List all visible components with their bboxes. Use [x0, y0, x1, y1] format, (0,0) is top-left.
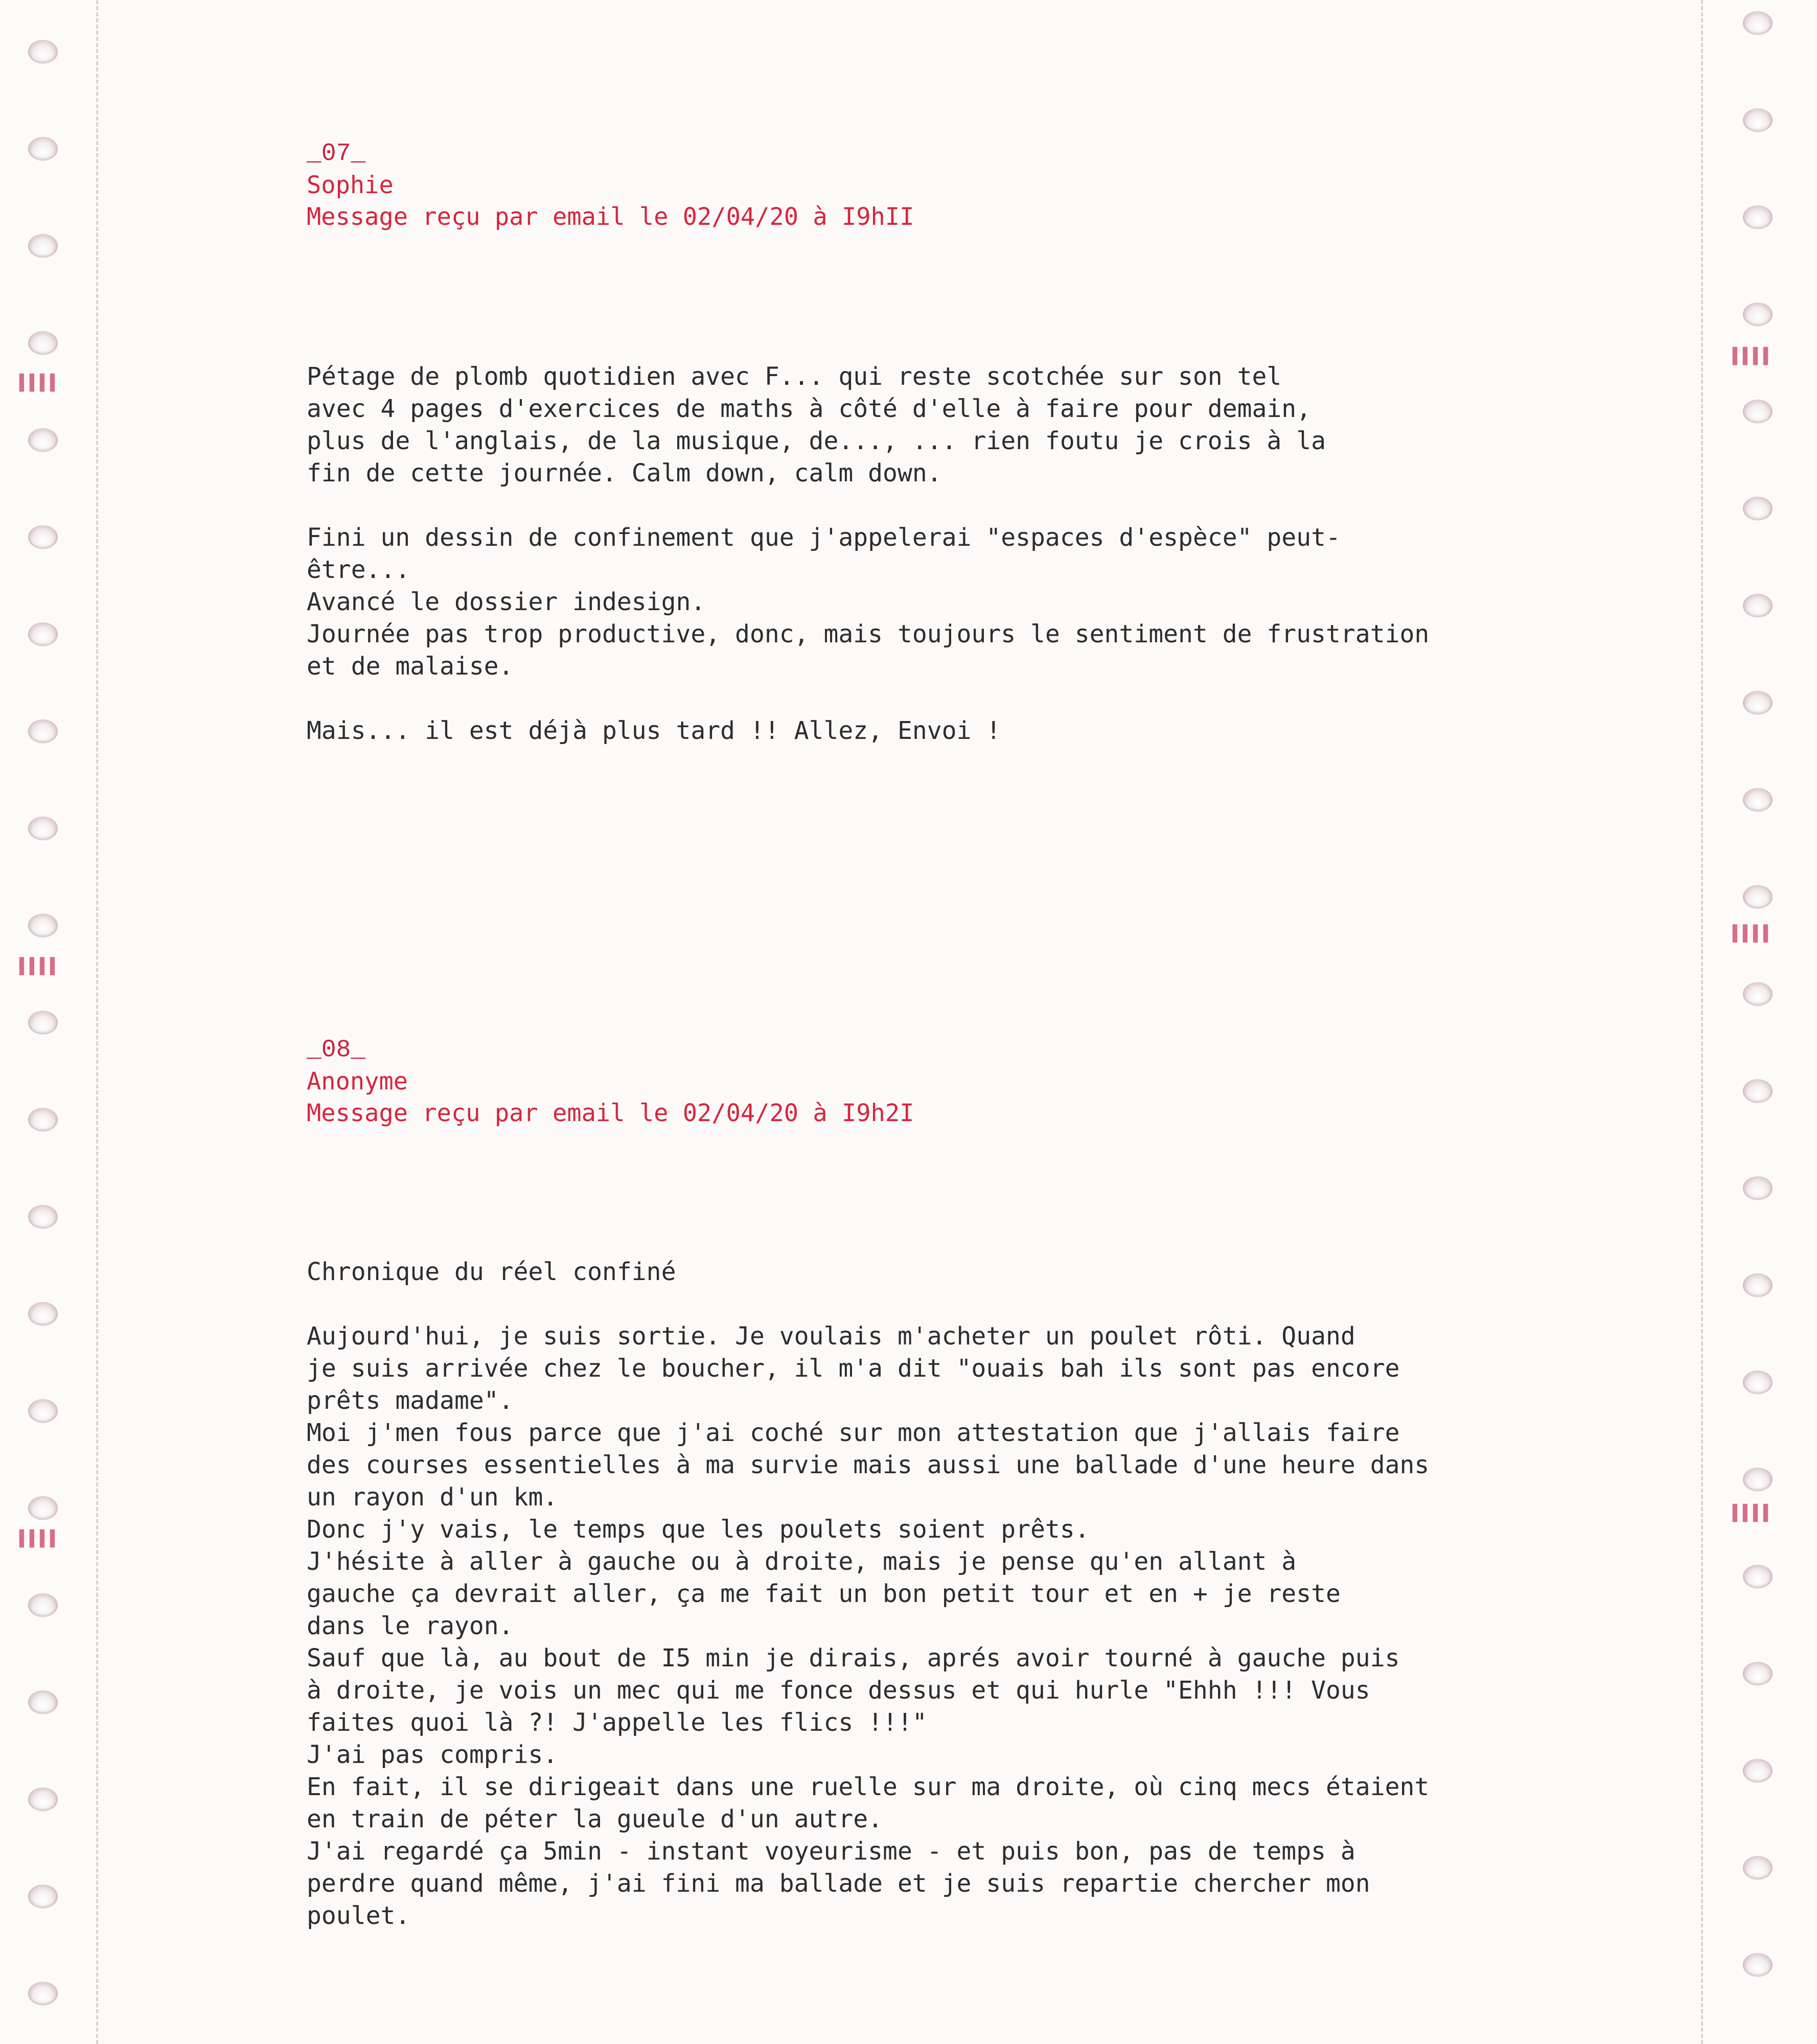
- sprocket-hole-icon: [28, 1302, 58, 1326]
- entry-author: Sophie: [307, 171, 394, 199]
- sprocket-hole-icon: [1743, 691, 1773, 714]
- perforation-mark-icon: ▌▌▌▌: [1733, 1504, 1774, 1522]
- sprocket-hole-icon: [1743, 1565, 1773, 1588]
- text-line: Mais... il est déjà plus tard !! Allez, Envoi !: [307, 716, 1001, 745]
- text-line: en train de péter la gueule d'un autre.: [307, 1805, 883, 1833]
- message-entry: [307, 1034, 1544, 1129]
- sprocket-hole-icon: [28, 1593, 58, 1617]
- text-line: prêts madame".: [307, 1386, 514, 1415]
- sprocket-hole-icon: [1743, 1953, 1773, 1977]
- text-line: et de malaise.: [307, 652, 514, 681]
- paragraph-gap: [307, 683, 1544, 715]
- text-line: Avancé le dossier indesign.: [307, 588, 706, 616]
- sprocket-hole-icon: [1743, 1273, 1773, 1297]
- text-line: J'hésite à aller à gauche ou à droite, mais je pense qu'en allant à: [307, 1547, 1297, 1576]
- sprocket-hole-icon: [1743, 400, 1773, 423]
- text-line: En fait, il se dirigeait dans une ruelle sur ma droite, où cinq mecs étaient: [307, 1773, 1430, 1801]
- sprocket-hole-icon: [1743, 1176, 1773, 1200]
- text-line: Fini un dessin de confinement que j'appelerai "espaces d'espèce" peut-: [307, 523, 1341, 552]
- sprocket-hole-icon: [1743, 497, 1773, 520]
- perforation-mark-icon: ▌▌▌▌: [1733, 925, 1774, 943]
- sprocket-hole-icon: [1743, 1662, 1773, 1685]
- sprocket-hole-icon: [1743, 205, 1773, 229]
- text-line: faites quoi là ?! J'appelle les flics !!!": [307, 1708, 927, 1737]
- text-line: Pétage de plomb quotidien avec F... qui reste scotchée sur son tel: [307, 362, 1282, 391]
- text-line: fin de cette journée. Calm down, calm down.: [307, 459, 942, 487]
- sprocket-hole-icon: [28, 40, 58, 63]
- text-line: J'ai pas compris.: [307, 1740, 558, 1769]
- text-line: un rayon d'un km.: [307, 1483, 558, 1512]
- perforation-mark-icon: ▌▌▌▌: [1733, 347, 1774, 365]
- text-line: poulet.: [307, 1901, 410, 1930]
- text-line: Moi j'men fous parce que j'ai coché sur mon attestation que j'allais faire: [307, 1419, 1400, 1447]
- right-perforation-line: [1701, 0, 1703, 2044]
- entry-received-line: Message reçu par email le 02/04/20 à I9h2I: [307, 1099, 914, 1127]
- entry-author: Anonyme: [307, 1067, 408, 1096]
- sprocket-hole-icon: [1743, 108, 1773, 132]
- text-line: être...: [307, 555, 410, 584]
- text-line: perdre quand même, j'ai fini ma ballade et je suis repartie chercher mon: [307, 1869, 1370, 1898]
- perforation-mark-icon: ▌▌▌▌: [19, 958, 61, 975]
- sprocket-hole-icon: [1743, 1759, 1773, 1782]
- text-line: dans le rayon.: [307, 1612, 514, 1640]
- sprocket-hole-icon: [28, 1205, 58, 1228]
- text-line: Donc j'y vais, le temps que les poulets soient prêts.: [307, 1515, 1090, 1544]
- text-line: à droite, je vois un mec qui me fonce dessus et qui hurle "Ehhh !!! Vous: [307, 1676, 1370, 1705]
- sprocket-hole-icon: [1743, 1079, 1773, 1103]
- left-perforation-line: [96, 0, 98, 2044]
- text-line: gauche ça devrait aller, ça me fait un bon petit tour et en + je reste: [307, 1580, 1341, 1608]
- sprocket-hole-icon: [28, 331, 58, 355]
- sprocket-hole-icon: [28, 1108, 58, 1131]
- message-body: [307, 1256, 1544, 1932]
- sprocket-hole-icon: [28, 1011, 58, 1034]
- perforation-mark-icon: ▌▌▌▌: [19, 1530, 61, 1548]
- text-line: je suis arrivée chez le boucher, il m'a dit "ouais bah ils sont pas encore: [307, 1354, 1400, 1383]
- text-line: Journée pas trop productive, donc, mais toujours le sentiment de frustration: [307, 620, 1430, 648]
- message-entry: [307, 138, 1544, 233]
- text-line: Aujourd'hui, je suis sortie. Je voulais m'acheter un poulet rôti. Quand: [307, 1322, 1355, 1351]
- sprocket-hole-icon: [1743, 1856, 1773, 1879]
- sprocket-hole-icon: [1743, 1371, 1773, 1394]
- sprocket-hole-icon: [28, 1690, 58, 1714]
- sprocket-hole-icon: [28, 1982, 58, 2005]
- sprocket-hole-icon: [28, 137, 58, 160]
- text-line: Sauf que là, au bout de I5 min je dirais, aprés avoir tourné à gauche puis: [307, 1644, 1400, 1673]
- sprocket-hole-icon: [28, 914, 58, 937]
- sprocket-hole-icon: [28, 1399, 58, 1423]
- sprocket-hole-icon: [1743, 788, 1773, 811]
- sprocket-hole-icon: [28, 719, 58, 743]
- sprocket-hole-icon: [1743, 303, 1773, 326]
- sprocket-hole-icon: [28, 622, 58, 646]
- paragraph-gap: [307, 1288, 1544, 1320]
- sprocket-hole-icon: [1743, 1468, 1773, 1491]
- sprocket-hole-icon: [28, 234, 58, 258]
- entry-number: _07_: [307, 140, 366, 168]
- sprocket-hole-icon: [28, 817, 58, 840]
- entry-number: _08_: [307, 1036, 366, 1064]
- sprocket-hole-icon: [1743, 594, 1773, 617]
- perforation-mark-icon: ▌▌▌▌: [19, 374, 61, 392]
- entry-received-line: Message reçu par email le 02/04/20 à I9hII: [307, 203, 914, 231]
- sprocket-hole-icon: [28, 1885, 58, 1908]
- text-line: plus de l'anglais, de la musique, de..., ... rien foutu je crois à la: [307, 427, 1326, 455]
- message-body: [307, 361, 1544, 747]
- sprocket-hole-icon: [28, 428, 58, 452]
- sprocket-hole-icon: [28, 525, 58, 549]
- text-line: Chronique du réel confiné: [307, 1258, 676, 1286]
- sprocket-hole-icon: [28, 1787, 58, 1811]
- sprocket-hole-icon: [1743, 982, 1773, 1006]
- sprocket-hole-icon: [1743, 885, 1773, 909]
- sprocket-hole-icon: [1743, 11, 1773, 35]
- text-line: J'ai regardé ça 5min - instant voyeurisme - et puis bon, pas de temps à: [307, 1837, 1355, 1866]
- sprocket-hole-icon: [28, 1496, 58, 1520]
- paragraph-gap: [307, 490, 1544, 522]
- text-line: des courses essentielles à ma survie mais aussi une ballade d'une heure dans: [307, 1451, 1430, 1479]
- text-line: avec 4 pages d'exercices de maths à côté d'elle à faire pour demain,: [307, 394, 1312, 423]
